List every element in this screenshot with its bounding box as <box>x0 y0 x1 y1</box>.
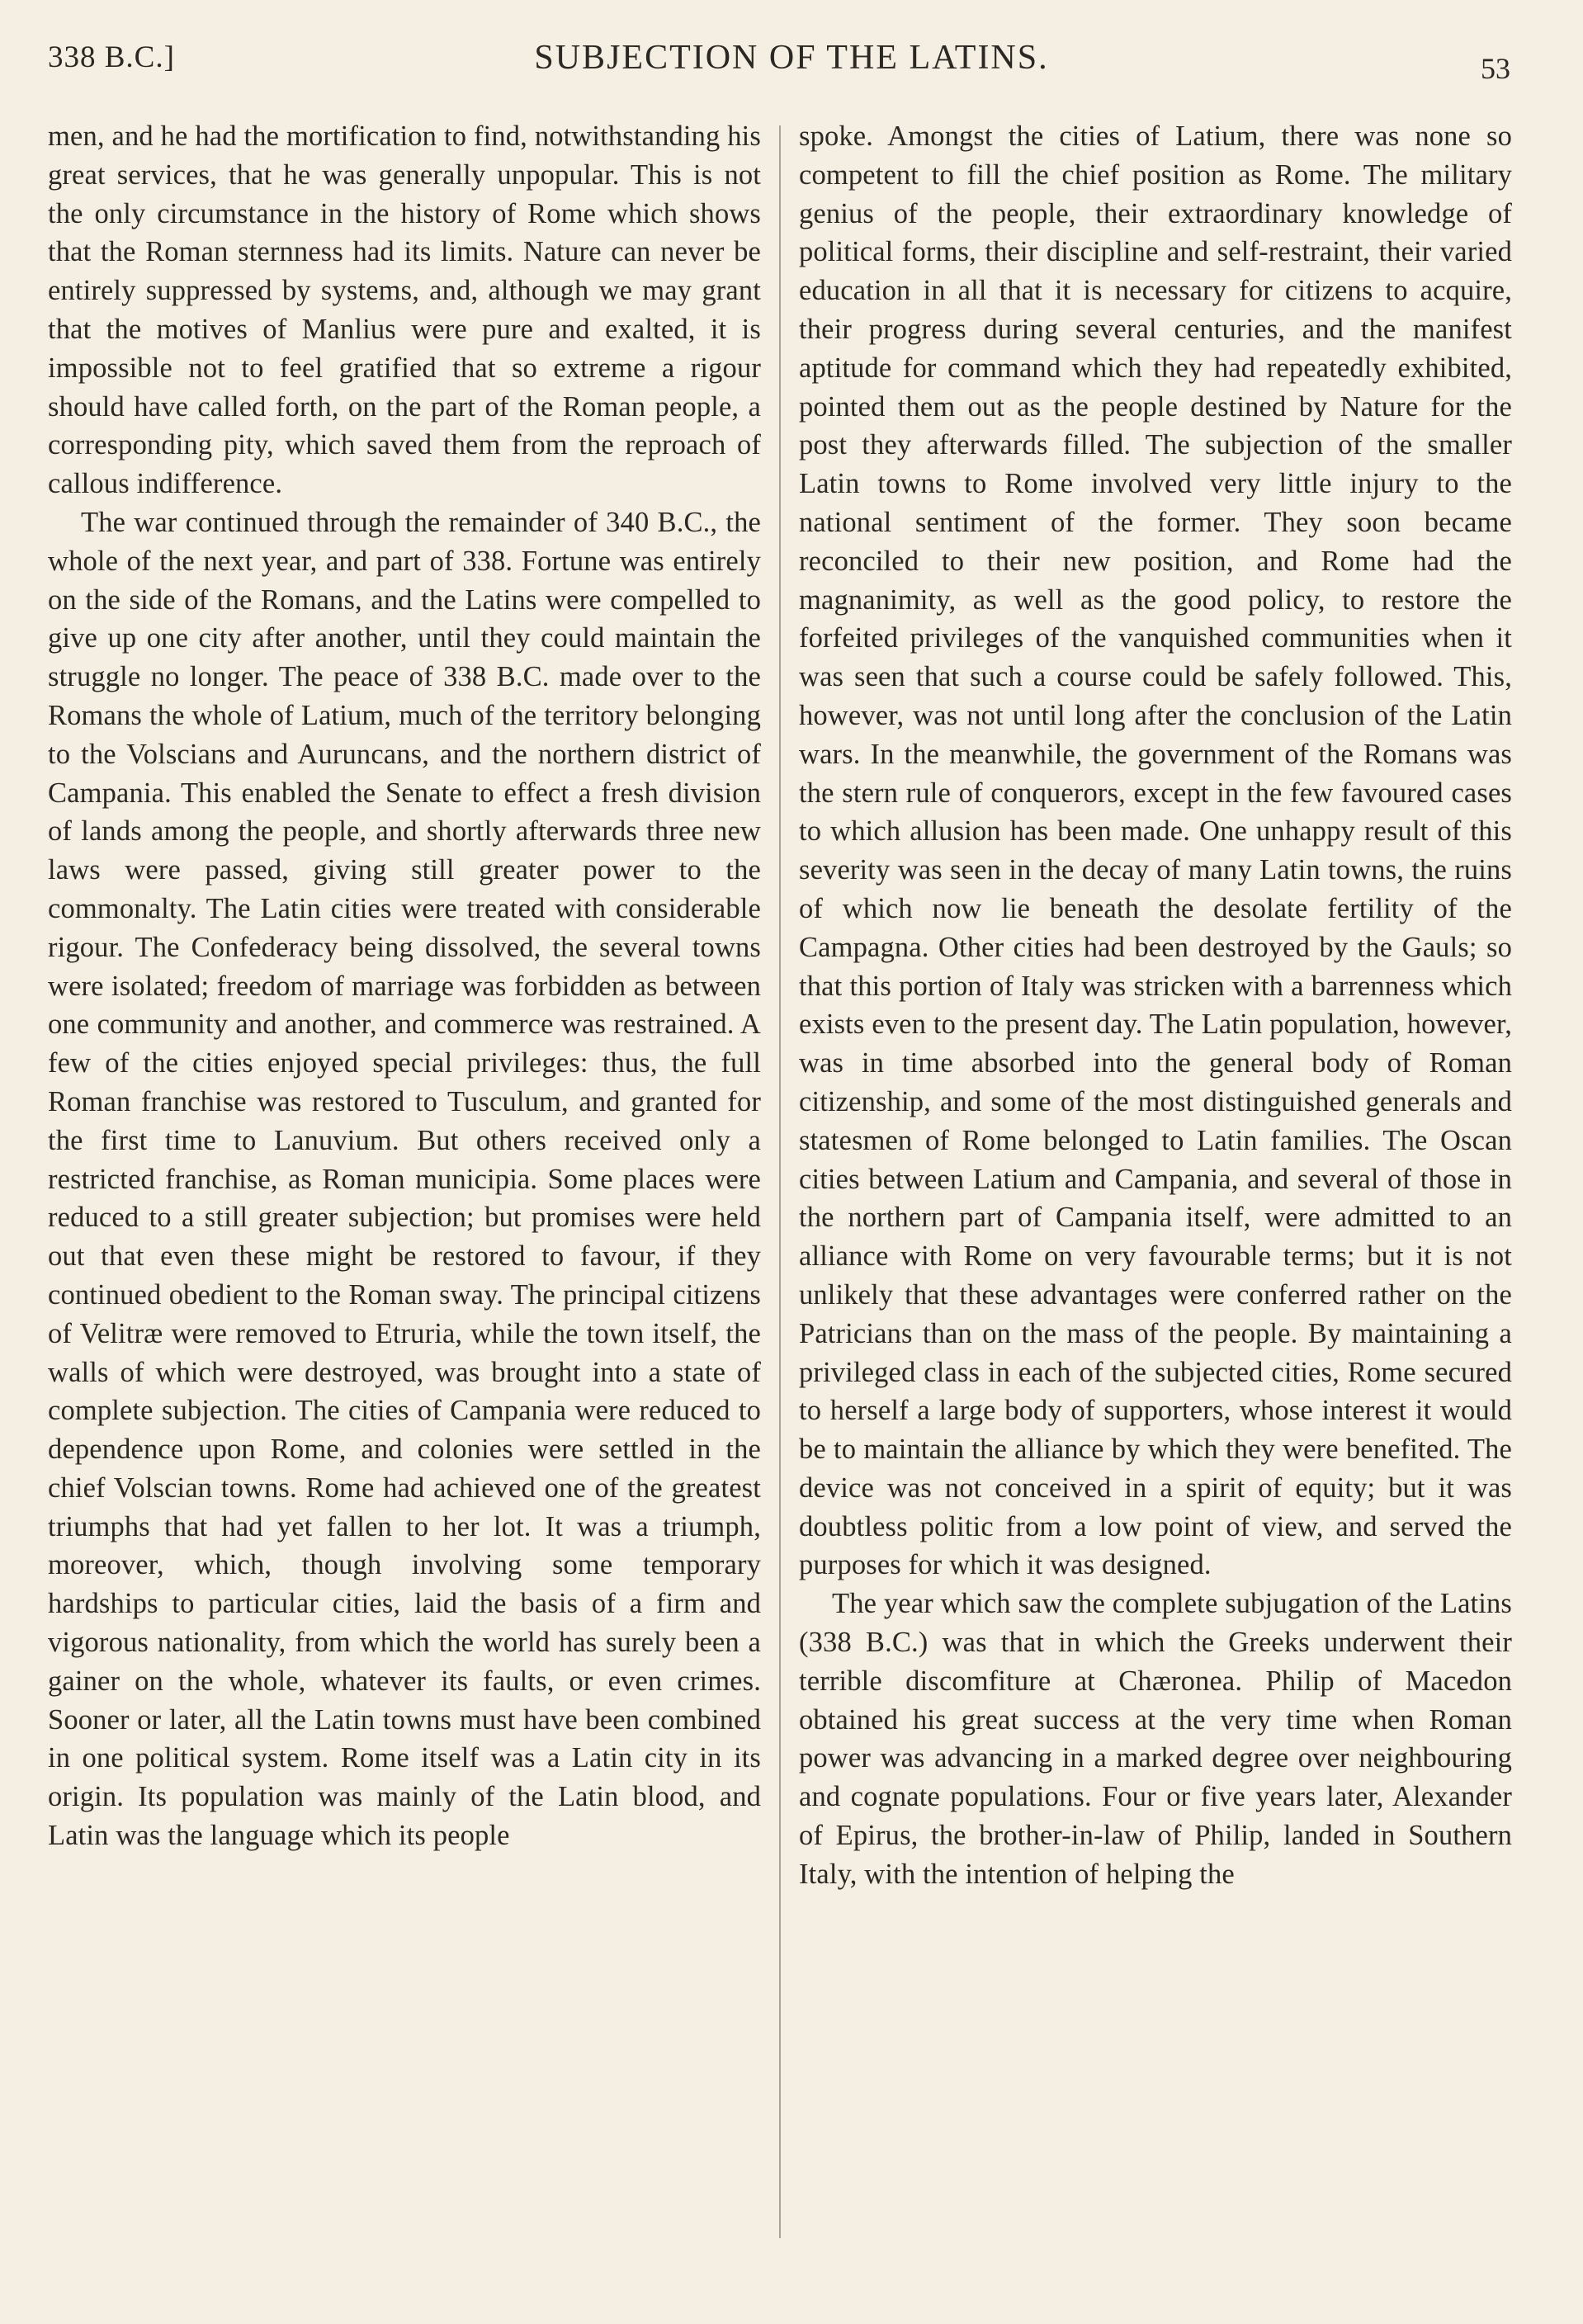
running-head-date: 338 B.C.] <box>48 40 175 74</box>
left-paragraph-2: The war continued through the remainder of 340 B.C., the whole of the next year, and part of 338. Fortune was entirely on the side of the Romans, and the Latins were compelled to give up one city after another, until they could maintain the struggle no longer. The peace of 338 B.C. made over to the Romans the whole of Latium, much of the territory belonging to the Volscians and Auruncans, and the northern district of Campania. This enabled the Senate to effect a fresh division of lands among the people, and shortly afterwards three new laws were passed, giving still greater power to the commonalty. The Latin cities were treated with considerable rigour. The Confederacy being dissolved, the several towns were isolated; freedom of marriage was forbidden as between one community and another, and commerce was restrained. A few of the cities enjoyed special privileges: thus, the full Roman franchise was restored to Tusculum, and granted for the first time to Lanuvium. But others received only a restricted franchise, as Roman municipia. Some places were reduced to a still greater subjection; but promises were held out that even these might be restored to favour, if they continued obedient to the Roman sway. The principal citizens of Velitræ were removed to Etruria, while the town itself, the walls of which were destroyed, was brought into a state of complete subjection. The cities of Campania were reduced to dependence upon Rome, and colonies were settled in the chief Volscian towns. Rome had achieved one of the greatest triumphs that had yet fallen to her lot. It was a triumph, moreover, which, though involving some temporary hardships to particular cities, laid the basis of a firm and vigorous nationality, from which the world has surely been a gainer on the whole, whatever its faults, or even crimes. Sooner or later, all the Latin towns must have been combined in one political system. Rome itself was a Latin city in its origin. Its population was mainly of the Latin blood, and Latin was the language which its people <box>48 506 761 1852</box>
right-paragraph-2: The year which saw the complete subjugation of the Latins (338 B.C.) was that in which the Greeks underwent their terrible discomfiture at Chæronea. Philip of Macedon obtained his great success at the very time when Roman power was advancing in a marked degree over neighbouring and cognate populations. Four or five years later, Alexander of Epirus, the brother-in-law of Philip, landed in Southern Italy, with the intention of helping the <box>799 1588 1512 1890</box>
page-number: 53 <box>1481 52 1510 85</box>
left-paragraph-1: men, and he had the mortification to find, notwithstanding his great services, that he was generally unpopular. This is not the only circumstance in the history of Rome which shows that the Roman sternness had its limits. Nature can never be entirely suppressed by systems, and, although we may grant that the motives of Manlius were pure and exalted, it is impossible not to feel gratified that so extreme a rigour should have called forth, on the part of the Roman people, a corresponding pity, which saved them from the reproach of callous indifference. <box>48 120 761 500</box>
right-column <box>799 117 1512 1894</box>
right-paragraph-1: spoke. Amongst the cities of Latium, there was none so competent to fill the chief position as Rome. The military genius of the people, their extraordinary knowledge of political forms, their discipline and self-restraint, their varied education in all that it is necessary for citizens to acquire, their progress during several centuries, and the manifest aptitude for command which they had repeatedly exhibited, pointed them out as the people destined by Nature for the post they afterwards filled. The subjection of the smaller Latin towns to Rome involved very little injury to the national sentiment of the former. They soon became reconciled to their new position, and Rome had the magnanimity, as well as the good policy, to restore the forfeited privileges of the vanquished communities when it was seen that such a course could be safely followed. This, however, was not until long after the conclusion of the Latin wars. In the meanwhile, the government of the Romans was the stern rule of conquerors, except in the few favoured cases to which allusion has been made. One unhappy result of this severity was seen in the decay of many Latin towns, the ruins of which now lie beneath the desolate fertility of the Campagna. Other cities had been destroyed by the Gauls; so that this portion of Italy was stricken with a barrenness which exists even to the present day. The Latin population, however, was in time absorbed into the general body of Roman citizenship, and some of the most distinguished generals and statesmen of Rome belonged to Latin families. The Oscan cities between Latium and Campania, and several of those in the northern part of Campania itself, were admitted to an alliance with Rome on very favourable terms; but it is not unlikely that these advantages were conferred rather on the Patricians than on the mass of the people. By maintaining a privileged class in each of the subjected cities, Rome secured to herself a large body of supporters, whose interest it would be to maintain the alliance by which they were benefited. The device was not conceived in a spirit of equity; but it was doubtless politic from a low point of view, and served the purposes for which it was designed. <box>799 120 1512 1581</box>
column-divider <box>779 125 781 2238</box>
running-head-title: SUBJECTION OF THE LATINS. <box>534 39 1049 77</box>
page-header <box>48 35 1535 92</box>
left-column <box>48 117 761 1855</box>
